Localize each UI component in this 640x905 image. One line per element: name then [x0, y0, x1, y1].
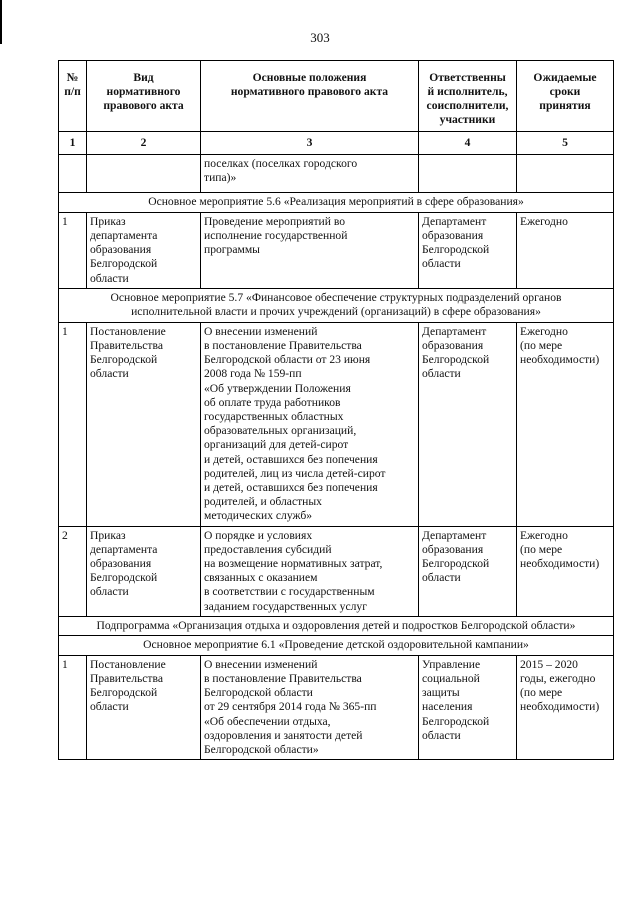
section-heading: Основное мероприятие 5.6 «Реализация мероприятий в сфере образования» [59, 193, 614, 213]
cell-number: 1 [59, 655, 87, 759]
cell-responsible: Департамент образования Белгородской области [419, 212, 517, 288]
cell-provisions: О внесении изменений в постановление Правительства Белгородской области от 29 сентября 2014 года № 365-пп «Об обеспечении отдыха, оздоровления и занятости детей Белгородской области» [201, 655, 419, 759]
table-row [59, 322, 614, 526]
cell-act-type: Приказ департамента образования Белгородской области [87, 526, 201, 616]
table-row [59, 155, 614, 193]
cell-provisions: поселках (поселках городского типа)» [201, 155, 419, 193]
cell-act-type: Приказ департамента образования Белгородской области [87, 212, 201, 288]
cell-act-type [87, 155, 201, 193]
cell-responsible [419, 155, 517, 193]
header-responsible: Ответственны й исполнитель, соисполнители, участники [419, 61, 517, 132]
table-row [59, 655, 614, 759]
cell-number: 1 [59, 212, 87, 288]
normative-acts-table [58, 60, 614, 760]
section-row [59, 636, 614, 656]
cell-terms [517, 155, 614, 193]
cell-terms: Ежегодно (по мере необходимости) [517, 322, 614, 526]
table-row [59, 526, 614, 616]
section-heading: Основное мероприятие 6.1 «Проведение детской оздоровительной кампании» [59, 636, 614, 656]
header-row [59, 61, 614, 132]
section-heading: Основное мероприятие 5.7 «Финансовое обеспечение структурных подразделений органов исполнительной власти и прочих учреждений (организаций) в сфере образования» [59, 288, 614, 322]
cell-responsible: Департамент образования Белгородской области [419, 322, 517, 526]
table-row [59, 212, 614, 288]
page-number: 303 [310, 30, 330, 45]
cell-responsible: Управление социальной защиты населения Белгородской области [419, 655, 517, 759]
cell-number: 1 [59, 322, 87, 526]
column-number: 2 [87, 132, 201, 155]
column-number: 1 [59, 132, 87, 155]
column-number: 4 [419, 132, 517, 155]
header-act-type: Вид нормативного правового акта [87, 61, 201, 132]
cell-provisions: О внесении изменений в постановление Правительства Белгородской области от 23 июня 2008 года № 159-пп «Об утверждении Положения об оплате труда работников государственных областных образовательных организаций, организаций для детей-сирот и детей, оставшихся без попечения родителей, лиц из числа детей-сирот и детей, оставшихся без попечения родителей, и областных методических служб» [201, 322, 419, 526]
section-row [59, 288, 614, 322]
column-number: 3 [201, 132, 419, 155]
header-number: № п/п [59, 61, 87, 132]
cell-number [59, 155, 87, 193]
header-terms: Ожидаемые сроки принятия [517, 61, 614, 132]
header-provisions: Основные положения нормативного правового акта [201, 61, 419, 132]
cell-terms: 2015 – 2020 годы, ежегодно (по мере необходимости) [517, 655, 614, 759]
section-row [59, 193, 614, 213]
cell-terms: Ежегодно (по мере необходимости) [517, 526, 614, 616]
column-number: 5 [517, 132, 614, 155]
cell-responsible: Департамент образования Белгородской области [419, 526, 517, 616]
column-number-row [59, 132, 614, 155]
subprogram-heading: Подпрограмма «Организация отдыха и оздоровления детей и подростков Белгородской области» [59, 616, 614, 636]
cell-provisions: Проведение мероприятий во исполнение государственной программы [201, 212, 419, 288]
cell-act-type: Постановление Правительства Белгородской области [87, 655, 201, 759]
cell-act-type: Постановление Правительства Белгородской области [87, 322, 201, 526]
cell-provisions: О порядке и условиях предоставления субсидий на возмещение нормативных затрат, связанных с оказанием в соответствии с государственным заданием государственных услуг [201, 526, 419, 616]
cell-terms: Ежегодно [517, 212, 614, 288]
cell-number: 2 [59, 526, 87, 616]
subprogram-row [59, 616, 614, 636]
